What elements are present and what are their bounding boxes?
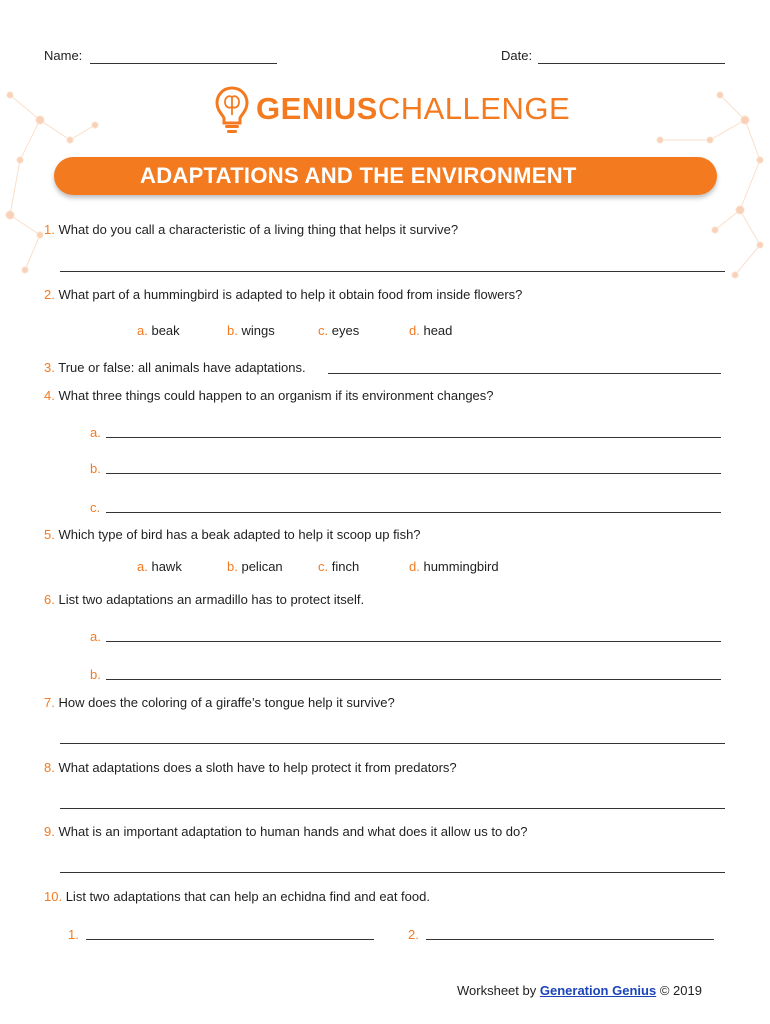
footer-prefix: Worksheet by — [457, 983, 537, 998]
question-text: True or false: all animals have adaptations. — [58, 360, 306, 375]
question-number: 10. — [44, 889, 63, 904]
option-text: wings — [241, 323, 275, 338]
page-title: ADAPTATIONS AND THE ENVIRONMENT — [54, 157, 717, 195]
blank-label: 2. — [408, 927, 419, 942]
question-9 — [44, 824, 527, 839]
name-label: Name: — [44, 48, 83, 63]
blank-label: c. — [90, 500, 101, 515]
question-1 — [44, 222, 458, 237]
blank-label: 1. — [68, 927, 79, 942]
option-text: hawk — [151, 559, 182, 574]
option-2c[interactable] — [318, 323, 359, 338]
option-text: head — [423, 323, 453, 338]
option-letter: d. — [409, 323, 420, 338]
question-number: 2. — [44, 287, 55, 302]
option-text: eyes — [331, 323, 360, 338]
question-text: What adaptations does a sloth have to help protect it from predators? — [58, 760, 457, 775]
option-letter: a. — [137, 323, 148, 338]
footer-copyright: © 2019 — [659, 983, 702, 998]
option-letter: a. — [137, 559, 148, 574]
question-number: 8. — [44, 760, 55, 775]
generation-genius-link[interactable]: Generation Genius — [539, 983, 657, 998]
question-4 — [44, 388, 494, 403]
option-letter: c. — [318, 559, 329, 574]
question-2 — [44, 287, 522, 302]
question-5 — [44, 527, 421, 542]
answer-line-10-2[interactable] — [426, 939, 714, 940]
question-text: What do you call a characteristic of a living thing that helps it survive? — [58, 222, 459, 237]
date-field[interactable] — [501, 48, 532, 63]
question-text: Which type of bird has a beak adapted to help it scoop up fish? — [58, 527, 421, 542]
option-text: hummingbird — [423, 559, 499, 574]
option-text: pelican — [241, 559, 283, 574]
option-letter: b. — [227, 559, 238, 574]
lightbulb-brain-icon — [214, 85, 250, 135]
answer-line-1[interactable] — [60, 271, 725, 272]
blank-label: b. — [90, 667, 101, 682]
answer-line-4a[interactable] — [106, 437, 721, 438]
question-number: 3. — [44, 360, 55, 375]
question-number: 4. — [44, 388, 55, 403]
logo-bold-text: GENIUS — [256, 91, 378, 126]
option-2b[interactable] — [227, 323, 275, 338]
logo-light-text: CHALLENGE — [377, 91, 571, 126]
question-number: 7. — [44, 695, 55, 710]
date-blank-line — [538, 63, 725, 64]
answer-line-9[interactable] — [60, 872, 725, 873]
answer-line-4c[interactable] — [106, 512, 721, 513]
question-text: List two adaptations an armadillo has to protect itself. — [58, 592, 365, 607]
option-2d[interactable] — [409, 323, 452, 338]
question-text: What is an important adaptation to human hands and what does it allow us to do? — [58, 824, 528, 839]
question-6 — [44, 592, 364, 607]
question-number: 6. — [44, 592, 55, 607]
answer-line-8[interactable] — [60, 808, 725, 809]
option-letter: b. — [227, 323, 238, 338]
question-text: List two adaptations that can help an echidna find and eat food. — [65, 889, 430, 904]
question-text: What part of a hummingbird is adapted to help it obtain food from inside flowers? — [58, 287, 523, 302]
answer-line-6b[interactable] — [106, 679, 721, 680]
footer-credit — [457, 983, 702, 998]
option-letter: c. — [318, 323, 329, 338]
genius-challenge-logo — [256, 91, 570, 127]
question-number: 9. — [44, 824, 55, 839]
question-text: How does the coloring of a giraffe’s tongue help it survive? — [58, 695, 395, 710]
blank-label: a. — [90, 425, 101, 440]
option-5d[interactable] — [409, 559, 499, 574]
blank-label: b. — [90, 461, 101, 476]
option-2a[interactable] — [137, 323, 180, 338]
question-number: 1. — [44, 222, 55, 237]
answer-line-6a[interactable] — [106, 641, 721, 642]
name-field[interactable] — [44, 48, 82, 63]
question-text: What three things could happen to an organism if its environment changes? — [58, 388, 494, 403]
option-5a[interactable] — [137, 559, 182, 574]
answer-line-7[interactable] — [60, 743, 725, 744]
option-5c[interactable] — [318, 559, 359, 574]
question-7 — [44, 695, 395, 710]
option-5b[interactable] — [227, 559, 283, 574]
option-letter: d. — [409, 559, 420, 574]
blank-label: a. — [90, 629, 101, 644]
question-10 — [44, 889, 430, 904]
answer-line-10-1[interactable] — [86, 939, 374, 940]
option-text: finch — [331, 559, 360, 574]
name-blank-line — [90, 63, 277, 64]
date-label: Date: — [501, 48, 533, 63]
answer-line-3[interactable] — [328, 373, 721, 374]
answer-line-4b[interactable] — [106, 473, 721, 474]
question-8 — [44, 760, 457, 775]
question-3 — [44, 360, 306, 375]
option-text: beak — [151, 323, 180, 338]
question-number: 5. — [44, 527, 55, 542]
